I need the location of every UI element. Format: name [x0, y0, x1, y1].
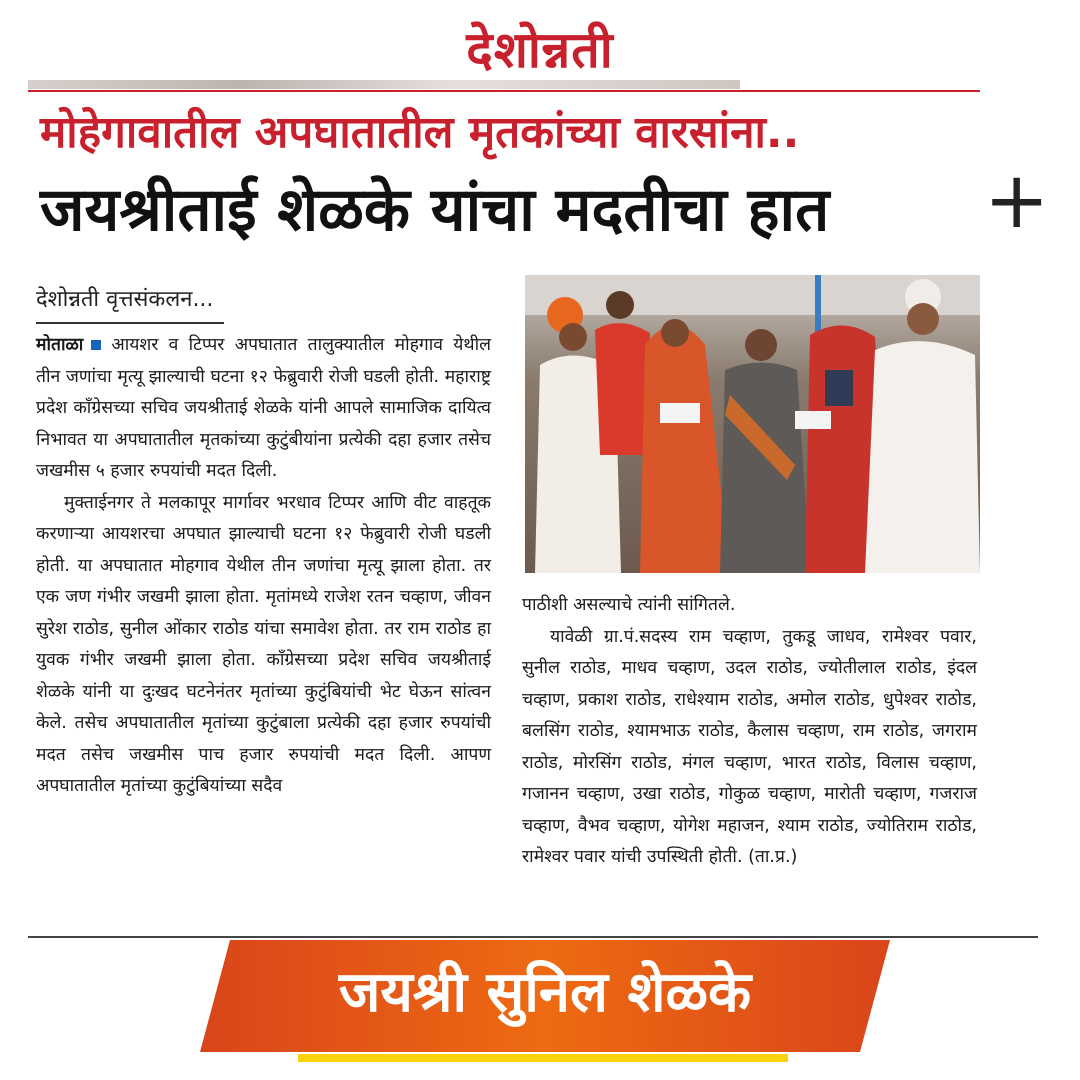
headline-kicker: मोहेगावातील अपघातातील मृतकांच्या वारसांना..	[40, 107, 800, 158]
name-banner-text: जयश्री सुनिल शेळके	[338, 960, 752, 1025]
paragraph-4: यावेळी ग्रा.पं.सदस्य राम चव्हाण, तुकडू जाधव, रामेश्वर पवार, सुनील राठोड, माधव चव्हाण, उदल राठोड, ज्योतीलाल राठोड, इंदल चव्हाण, प्रकाश राठोड, राधेश्याम राठोड, अमोल राठोड, धुपेश्वर राठोड, बलसिंग राठोड, श्यामभाऊ राठोड, कैलास चव्हाण, राम राठोड, जगराम राठोड, मोरसिंग राठोड, मंगल चव्हाण, भारत राठोड, विलास चव्हाण, गजानन चव्हाण, उखा राठोड, गोकुळ चव्हाण, मारोती चव्हाण, गजराज चव्हाण, वैभव चव्हाण, योगेश महाजन, श्याम राठोड, ज्योतिराम राठोड, रामेश्वर पवार यांची उपस्थिती होती. (ता.प्र.)	[522, 626, 977, 867]
bullet-square-icon	[91, 340, 101, 350]
article-column-right	[522, 590, 977, 874]
byline: देशोन्नती वृत्तसंकलन...	[36, 287, 214, 312]
paragraph-2: मुक्ताईनगर ते मलकापूर मार्गावर भरधाव टिप्पर आणि वीट वाहतूक करणाऱ्या आयशरचा अपघात झाल्याची घटना १२ फेब्रुवारी रोजी घडली होती. या अपघातात मोहगाव येथील तीन जणांचा मृत्यू झाला होता. तर एक जण गंभीर जखमी झाला होता. मृतांमध्ये राजेश रतन चव्हाण, जीवन सुरेश राठोड, सुनील ओंकार राठोड यांचा समावेश होता. तर राम राठोड हा युवक गंभीर जखमी झाला होता. काँग्रेसच्या प्रदेश सचिव जयश्रीताई शेळके यांनी या दुःखद घटनेनंतर मृतांच्या कुटुंबियांची भेट घेऊन सांत्वन केले. तसेच अपघातातील मृतांच्या कुटुंबाला प्रत्येकी दहा हजार रुपयांची मदत तसेच जखमीस पाच हजार रुपयांची मदत दिली. आपण अपघातातील मृतांच्या कुटुंबियांच्या सदैव	[36, 492, 491, 796]
banner-underline	[298, 1054, 788, 1062]
header-rule	[28, 90, 980, 92]
decorative-strip	[28, 80, 740, 89]
photo-illustration	[525, 275, 980, 573]
bottom-rule	[28, 936, 1038, 938]
dateline: मोताळा	[36, 335, 84, 355]
news-photo	[525, 275, 980, 573]
byline-rule	[36, 322, 224, 324]
plus-mark: +	[984, 156, 1050, 246]
masthead-logo: देशोन्नती	[466, 21, 614, 79]
paragraph-3: पाठीशी असल्याचे त्यांनी सांगितले.	[522, 595, 736, 615]
headline-main: जयश्रीताई शेळके यांचा मदतीचा हात	[40, 175, 830, 245]
article-column-left	[36, 330, 491, 803]
paragraph-1: आयशर व टिप्पर अपघातात तालुक्यातील मोहगाव येथील तीन जणांचा मृत्यू झाल्याची घटना १२ फेब्रुवारी रोजी घडली होती. महाराष्ट्र प्रदेश काँग्रेसच्या सचिव जयश्रीताई शेळके यांनी आपले सामाजिक दायित्व निभावत या अपघातातील मृतकांच्या कुटुंबीयांना प्रत्येकी दहा हजार तसेच जखमीस ५ हजार रुपयांची मदत दिली.	[36, 335, 491, 481]
lead-paragraph	[36, 330, 491, 488]
